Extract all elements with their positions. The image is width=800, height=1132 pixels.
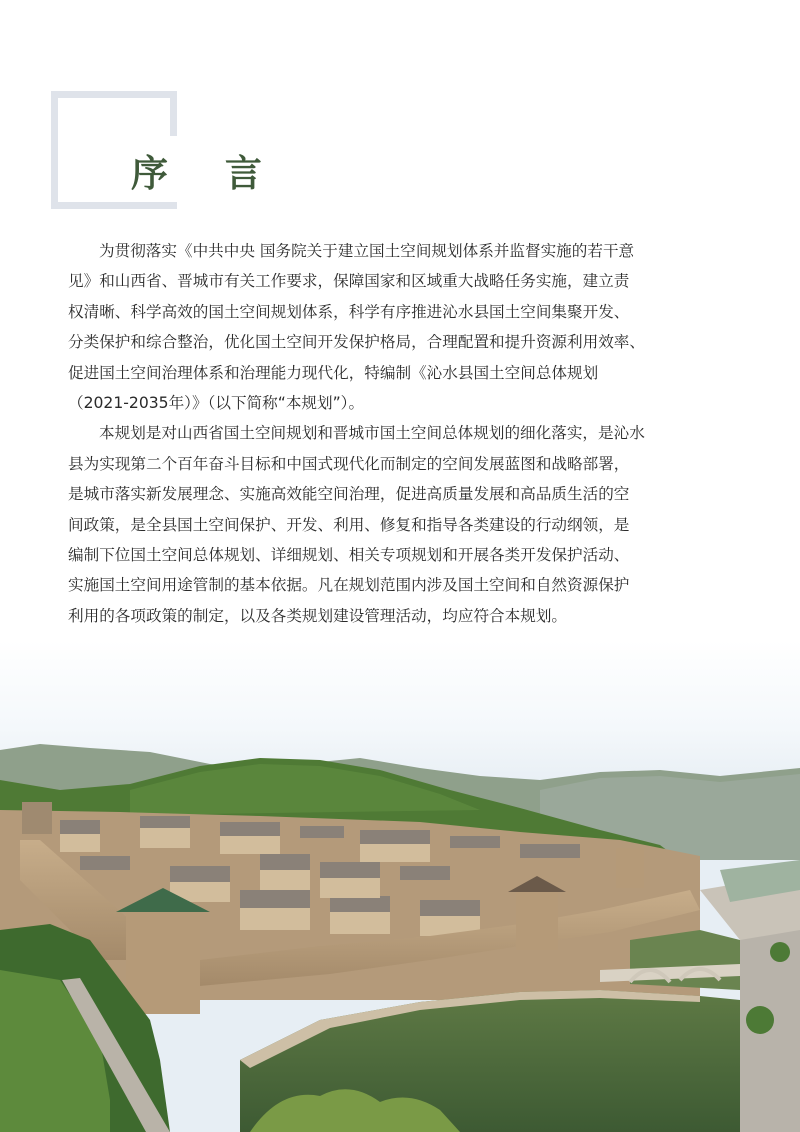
- text-line: 见》和山西省、晋城市有关工作要求，保障国家和区域重大战略任务实施，建立责: [68, 272, 630, 291]
- text-line: 利用的各项政策的制定，以及各类规划建设管理活动，均应符合本规划。: [68, 606, 568, 625]
- text-line: 本规划是对山西省国土空间规划和晋城市国土空间总体规划的细化落实，是沁水: [99, 424, 645, 443]
- text-line: 编制下位国土空间总体规划、详细规划、相关专项规划和开展各类开发保护活动、: [68, 546, 630, 565]
- text-line: 县为实现第二个百年奋斗目标和中国式现代化而制定的空间发展蓝图和战略部署，: [68, 454, 630, 473]
- page-title: 序 言: [131, 151, 284, 195]
- text-line: 分类保护和综合整治，优化国土空间开发保护格局，合理配置和提升资源利用效率、: [68, 333, 645, 352]
- town-aerial-photo: [0, 640, 800, 1132]
- text-line: 实施国土空间用途管制的基本依据。凡在规划范围内涉及国土空间和自然资源保护: [68, 576, 630, 595]
- text-line: 权清晰、科学高效的国土空间规划体系，科学有序推进沁水县国土空间集聚开发、: [68, 302, 630, 321]
- text-line: 间政策，是全县国土空间保护、开发、利用、修复和指导各类建设的行动纲领，是: [68, 515, 630, 534]
- text-line: 是城市落实新发展理念、实施高效能空间治理，促进高质量发展和高品质生活的空: [68, 485, 630, 504]
- preface-body: [68, 236, 708, 631]
- text-line: 为贯彻落实《中共中央 国务院关于建立国土空间规划体系并监督实施的若干意: [99, 242, 635, 260]
- paragraph-1: [68, 236, 708, 418]
- text-line: （2021-2035年）》（以下简称“本规划”）。: [68, 394, 365, 413]
- text-line: 促进国土空间治理体系和治理能力现代化，特编制《沁水县国土空间总体规划: [68, 363, 599, 382]
- paragraph-2: [68, 418, 708, 631]
